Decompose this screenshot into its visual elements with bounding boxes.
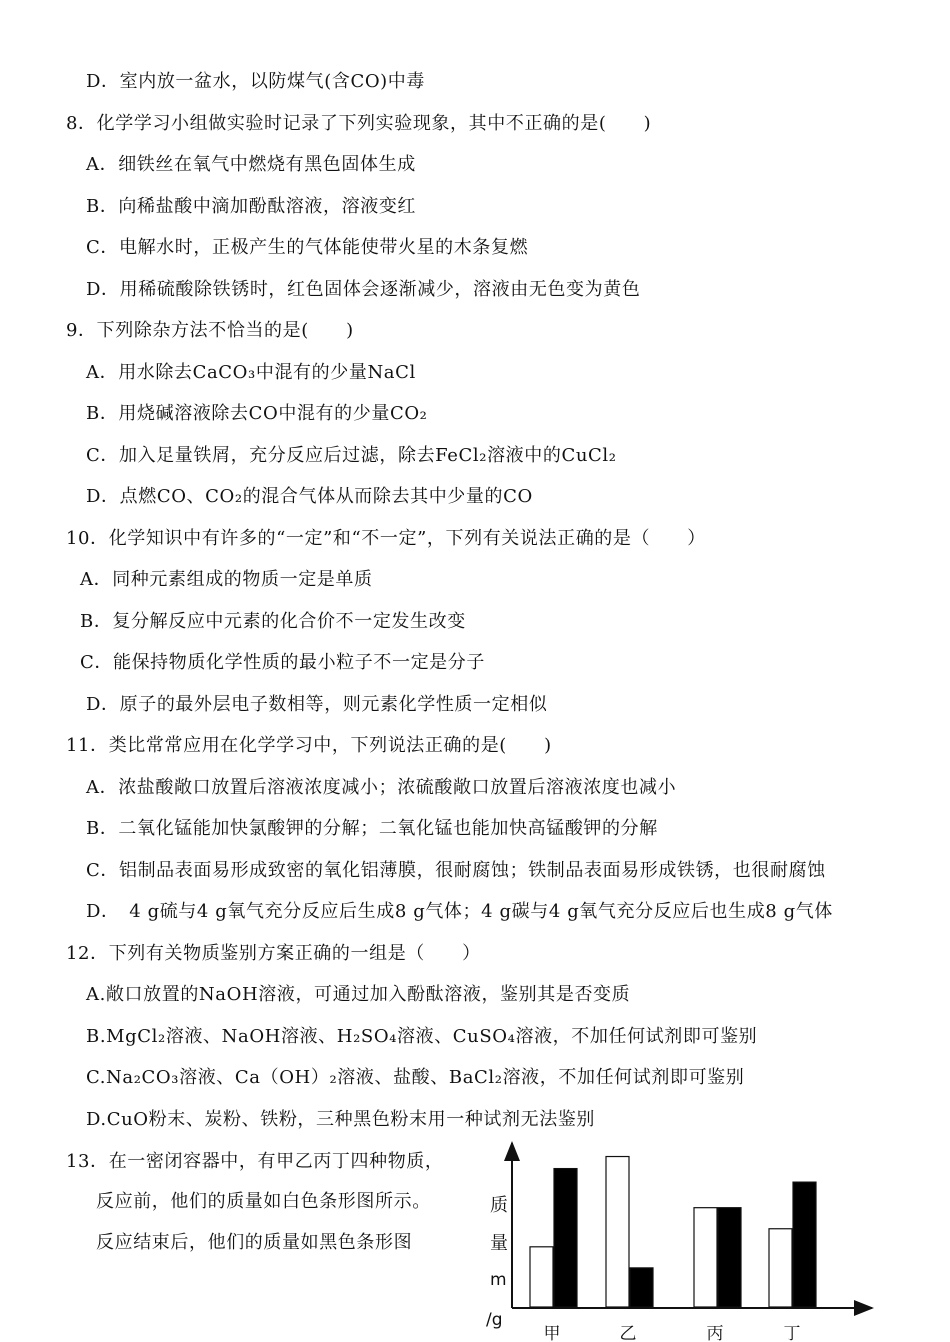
y-label-3: m [490, 1270, 507, 1290]
bar-before-3 [694, 1208, 717, 1307]
q9-option-c: C．加入足量铁屑，充分反应后过滤，除去FeCl₂溶液中的CuCl₂ [86, 445, 617, 466]
bar-before-1 [530, 1247, 553, 1307]
q13-stem-line3: 反应结束后，他们的质量如黑色条形图 [96, 1232, 413, 1253]
y-label-2: 量 [490, 1233, 508, 1254]
q8-option-b: B．向稀盐酸中滴加酚酞溶液，溶液变红 [86, 196, 417, 217]
category-label-3: 丙 [706, 1324, 724, 1342]
q10-option-c: C．能保持物质化学性质的最小粒子不一定是分子 [80, 652, 485, 673]
q12-option-b: B.MgCl₂溶液、NaOH溶液、H₂SO₄溶液、CuSO₄溶液，不加任何试剂即可鉴别 [86, 1026, 758, 1047]
bar-after-1 [554, 1169, 577, 1307]
q8-option-d: D．用稀硫酸除铁锈时，红色固体会逐渐减少，溶液由无色变为黄色 [86, 279, 641, 300]
bar-after-2 [630, 1268, 653, 1307]
q12-option-a: A.敞口放置的NaOH溶液，可通过加入酚酞溶液，鉴别其是否变质 [86, 984, 631, 1005]
q11-option-b: B．二氧化锰能加快氯酸钾的分解；二氧化锰也能加快高锰酸钾的分解 [86, 818, 658, 839]
q11-option-c: C．铝制品表面易形成致密的氧化铝薄膜，很耐腐蚀；铁制品表面易形成铁锈，也很耐腐蚀 [86, 860, 826, 881]
q12-stem: 12．下列有关物质鉴别方案正确的一组是（ ） [66, 943, 481, 964]
q11-option-a: A．浓盐酸敞口放置后溶液浓度减小；浓硫酸敞口放置后溶液浓度也减小 [86, 777, 677, 798]
bar-after-3 [718, 1208, 741, 1307]
q10-option-a: A．同种元素组成的物质一定是单质 [80, 569, 373, 590]
bar-before-2 [606, 1157, 629, 1307]
q9-option-b: B．用烧碱溶液除去CO中混有的少量CO₂ [86, 403, 428, 424]
category-label-1: 甲 [543, 1324, 561, 1342]
q9-option-a: A．用水除去CaCO₃中混有的少量NaCl [86, 362, 416, 383]
q8-option-c: C．电解水时，正极产生的气体能使带火星的木条复燃 [86, 237, 529, 258]
mass-bar-chart [470, 1135, 890, 1342]
bar-after-4 [793, 1182, 816, 1307]
q12-option-c: C.Na₂CO₃溶液、Ca（OH）₂溶液、盐酸、BaCl₂溶液，不加任何试剂即可鉴别 [86, 1067, 745, 1088]
y-label-4: /g [486, 1310, 503, 1330]
q13-stem: 13．在一密闭容器中，有甲乙丙丁四种物质， [66, 1151, 444, 1172]
category-label-4: 丁 [783, 1324, 801, 1342]
q8-option-a: A．细铁丝在氧气中燃烧有黑色固体生成 [86, 154, 416, 175]
q12-option-d: D.CuO粉末、炭粉、铁粉，三种黑色粉末用一种试剂无法鉴别 [86, 1109, 596, 1130]
y-label-1: 质 [490, 1195, 508, 1216]
q10-stem: 10．化学知识中有许多的“一定”和“不一定”，下列有关说法正确的是（ ） [66, 528, 706, 549]
q9-stem: 9．下列除杂方法不恰当的是( ) [66, 320, 354, 341]
q11-option-d: D． 4 g硫与4 g氧气充分反应后生成8 g气体；4 g碳与4 g氧气充分反应后也生成8 g气体 [86, 901, 834, 922]
bar-before-4 [769, 1229, 792, 1307]
category-label-2: 乙 [619, 1324, 637, 1342]
q9-option-d: D．点燃CO、CO₂的混合气体从而除去其中少量的CO [86, 486, 533, 507]
q11-stem: 11．类比常常应用在化学学习中，下列说法正确的是( ) [66, 735, 552, 756]
q10-option-d: D．原子的最外层电子数相等，则元素化学性质一定相似 [86, 694, 548, 715]
q8-stem: 8．化学学习小组做实验时记录了下列实验现象，其中不正确的是( ) [66, 113, 652, 134]
q13-stem-line2: 反应前，他们的质量如白色条形图所示。 [96, 1191, 431, 1212]
q10-option-b: B．复分解反应中元素的化合价不一定发生改变 [80, 611, 466, 632]
q7-option-d: D．室内放一盆水，以防煤气(含CO)中毒 [86, 71, 426, 92]
